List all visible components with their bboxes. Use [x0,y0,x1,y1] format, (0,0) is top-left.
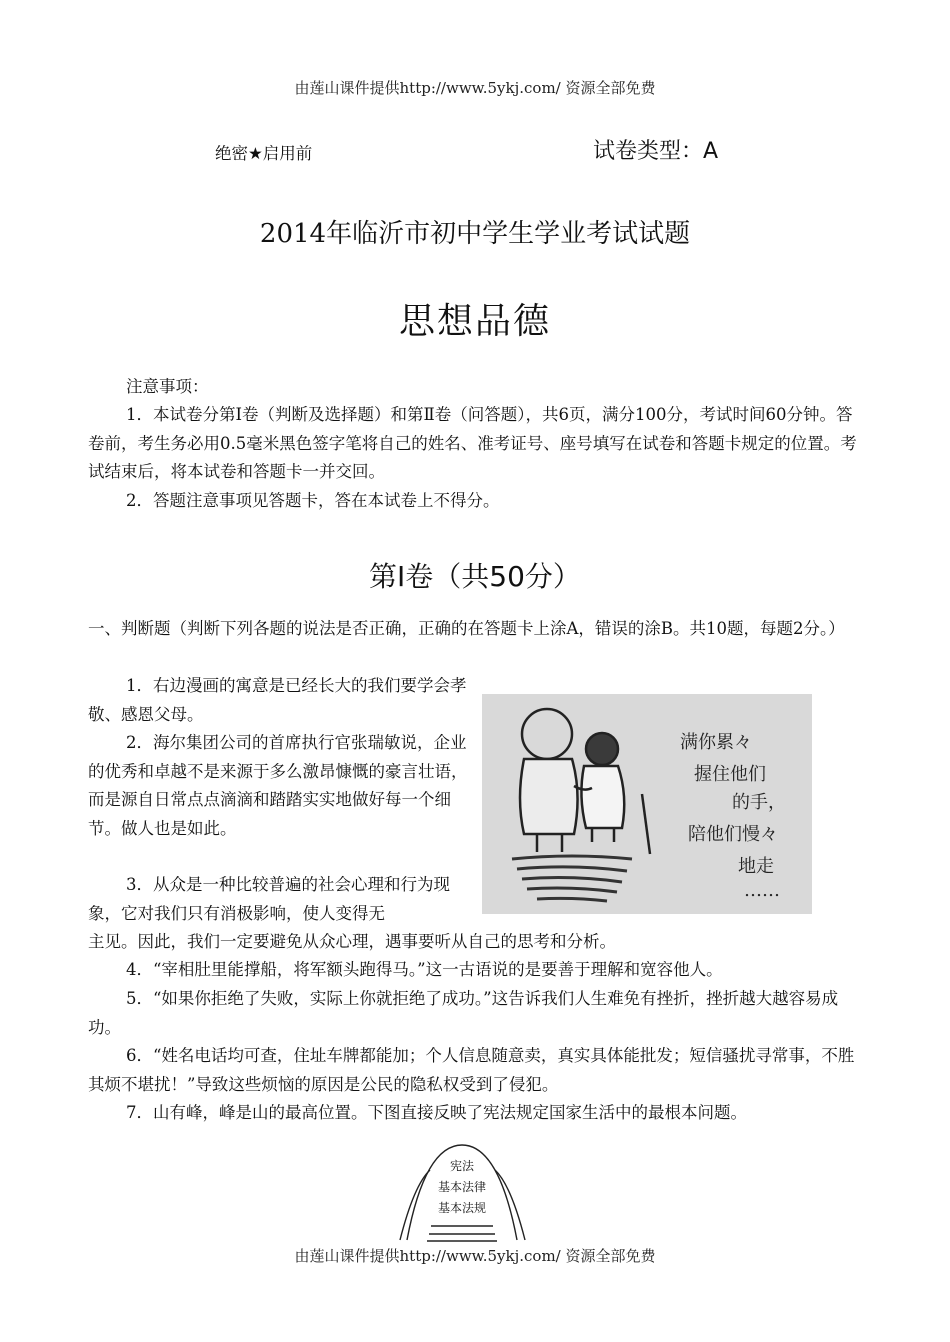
mountain-label-basic-law: 基本法律 [437,1180,487,1194]
question-5: 5．“如果你拒绝了失败，实际上你就拒绝了成功。”这告诉我们人生难免有挫折，挫折越大越容易成功。 [88,989,839,1037]
subject-title: 思想品德 [398,301,551,342]
child-figure [520,709,578,852]
question-6: 6．“姓名电话均可查，住址车牌都能加；个人信息随意卖，真实具体能批发；短信骚扰寻常事，不胜其烦不堪扰！”导致这些烦恼的原因是公民的隐私权受到了侵犯。 [88,1046,855,1094]
page-footer: 由莲山课件提供http://www.5ykj.com/ 资源全部免费 [294,1247,656,1265]
cartoon-drawing [482,694,812,914]
cartoon-text-line-5: 地走 [738,856,774,877]
cartoon-text-line-1: 满你累々 [680,732,752,753]
parent-figure [574,733,650,854]
cartoon-text-line-6: …… [744,880,780,901]
cartoon-text-line-2: 握住他们 [694,764,766,785]
part1-title: 第Ⅰ卷（共50分） [369,560,581,593]
mountain-label-constitution: 宪法 [449,1159,475,1173]
notice-title: 注意事项： [126,377,209,396]
cartoon-image [482,694,812,914]
question-1: 1．右边漫画的寓意是已经长大的我们要学会孝敬、感恩父母。 [88,676,467,724]
reflection-strokes [512,856,632,901]
notice-item-1: 1．本试卷分第Ⅰ卷（判断及选择题）和第Ⅱ卷（问答题），共6页，满分100分，考试时间60分钟。答卷前，考生务必用0.5毫米黑色签字笔将自己的姓名、准考证号、座号填写在试卷和答题卡规定的位置。考试结束后，将本试卷和答题卡一并交回。 [88,405,857,481]
cartoon-text-line-3: 的手， [732,792,786,813]
page-header: 由莲山课件提供http://www.5ykj.com/ 资源全部免费 [294,79,656,97]
constitution-mountain-diagram [395,1140,530,1245]
paper-type: 试卷类型：A [593,139,719,164]
notice-item-2: 2．答题注意事项见答题卡，答在本试卷上不得分。 [126,491,500,510]
cartoon-text-line-4: 陪他们慢々 [688,824,778,845]
mountain-label-basic-regulation: 基本法规 [437,1201,487,1215]
exam-title: 2014年临沂市初中学生学业考试试题 [259,219,691,249]
confidential-mark: 绝密★启用前 [215,144,313,163]
question-3-part-b: 主见。因此，我们一定要避免从众心理，遇事要听从自己的思考和分析。 [88,932,616,951]
question-3-part-a: 3．从众是一种比较普遍的社会心理和行为现象，它对我们只有消极影响，使人变得无 [88,875,450,923]
question-2: 2．海尔集团公司的首席执行官张瑞敏说，企业的优秀和卓越不是来源于多么激昂慷慨的豪言壮语，而是源自日常点点滴滴和踏踏实实地做好每一个细节。做人也是如此。 [88,733,468,838]
question-7: 7．山有峰，峰是山的最高位置。下图直接反映了宪法规定国家生活中的最根本问题。 [126,1103,747,1122]
section1-heading: 一、判断题（判断下列各题的说法是否正确，正确的在答题卡上涂A，错误的涂B。共10题，每题2分。） [88,619,845,638]
question-4: 4．“宰相肚里能撑船，将军额头跑得马。”这一古语说的是要善于理解和宽容他人。 [126,960,723,979]
